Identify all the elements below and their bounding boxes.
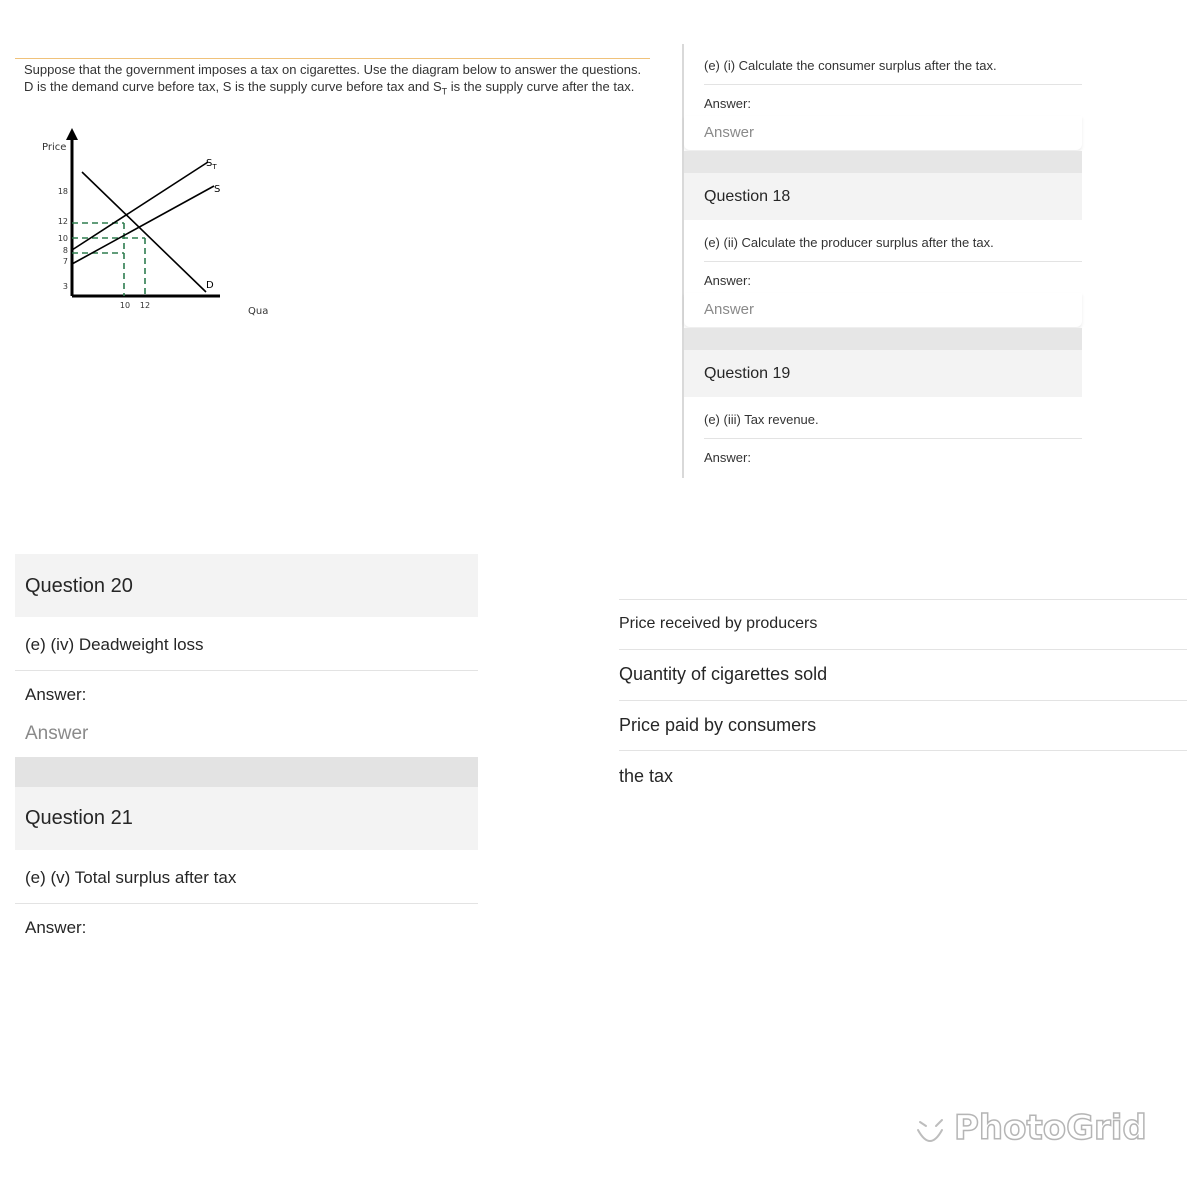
price-axis-label: Price (42, 142, 67, 153)
q19-divider (704, 438, 1082, 439)
question-gap (684, 328, 1082, 350)
x-tick-12: 12 (139, 301, 151, 310)
question-intro (24, 62, 654, 100)
y-tick-3: 3 (62, 282, 68, 291)
q21-title: Question 21 (25, 807, 133, 829)
option-item[interactable]: Price paid by consumers (619, 715, 817, 735)
d-curve-label: D (206, 280, 214, 291)
q18-answer-field[interactable] (684, 293, 1082, 327)
q18-header (684, 173, 1082, 220)
q21-divider (15, 903, 478, 904)
options-divider (619, 750, 1187, 751)
intro-text-end: is the supply curve after the tax. (447, 78, 635, 94)
dashed-guides (72, 223, 145, 296)
q20-answer-placeholder: Answer (25, 723, 89, 744)
q18-answer-label: Answer: (704, 273, 751, 288)
x-tick-labels (120, 301, 150, 310)
q20-answer-field[interactable] (15, 714, 478, 756)
intro-divider (15, 58, 650, 59)
q21-header (15, 787, 478, 850)
q19-header (684, 350, 1082, 397)
right-question-panel (682, 44, 1084, 478)
watermark-text: PhotoGrid (954, 1108, 1147, 1148)
q17-prompt: (e) (i) Calculate the consumer surplus after the tax. (704, 58, 997, 73)
q18-divider (704, 261, 1082, 262)
y-axis-arrow (66, 128, 78, 140)
options-divider (619, 649, 1187, 650)
st-curve-label: $S_T$ (206, 158, 217, 171)
y-tick-labels (58, 187, 68, 291)
q18-title: Question 18 (704, 188, 791, 205)
option-item[interactable]: Quantity of cigarettes sold (619, 664, 828, 684)
quantity-axis-label: Qua (248, 306, 269, 317)
photogrid-watermark (910, 1108, 1150, 1156)
q17-answer-placeholder: Answer (704, 124, 755, 141)
q18-prompt: (e) (ii) Calculate the producer surplus after the tax. (704, 235, 994, 250)
q19-answer-label: Answer: (704, 450, 751, 465)
q20-divider (15, 670, 478, 671)
y-tick-7: 7 (62, 257, 68, 266)
x-tick-10: 10 (119, 301, 131, 310)
q17-divider (704, 84, 1082, 85)
y-tick-8: 8 (62, 246, 68, 255)
taxed-supply-curve (72, 162, 208, 250)
supply-demand-diagram (20, 124, 280, 324)
q20-header (15, 554, 478, 617)
question-gap (15, 757, 478, 787)
intro-subscript: T (441, 86, 448, 97)
q20-title: Question 20 (25, 575, 133, 597)
intro-text: Suppose that the government imposes a tax on cigarettes. Use the diagram below to answer the questions. D is the demand curve before tax, S is the supply curve before tax and S (24, 62, 642, 94)
question-gap (684, 151, 1082, 173)
q19-prompt: (e) (iii) Tax revenue. (704, 412, 819, 427)
y-tick-12: 12 (57, 217, 68, 226)
q17-answer-label: Answer: (704, 96, 751, 111)
q18-answer-placeholder: Answer (704, 301, 755, 318)
q21-answer-label: Answer: (25, 918, 87, 937)
options-divider (619, 700, 1187, 701)
q17-answer-field[interactable] (684, 116, 1082, 150)
q21-prompt: (e) (v) Total surplus after tax (25, 868, 237, 887)
option-item[interactable]: the tax (619, 766, 674, 786)
options-divider (619, 599, 1187, 600)
q20-answer-label: Answer: (25, 685, 87, 704)
q20-prompt: (e) (iv) Deadweight loss (25, 635, 204, 654)
supply-curve (72, 186, 214, 264)
s-curve-label: S (214, 184, 221, 195)
y-tick-18: 18 (57, 187, 68, 196)
photogrid-logo-icon (910, 1112, 950, 1152)
q19-title: Question 19 (704, 365, 791, 382)
option-item[interactable]: Price received by producers (619, 615, 818, 632)
y-tick-10: 10 (57, 234, 68, 243)
